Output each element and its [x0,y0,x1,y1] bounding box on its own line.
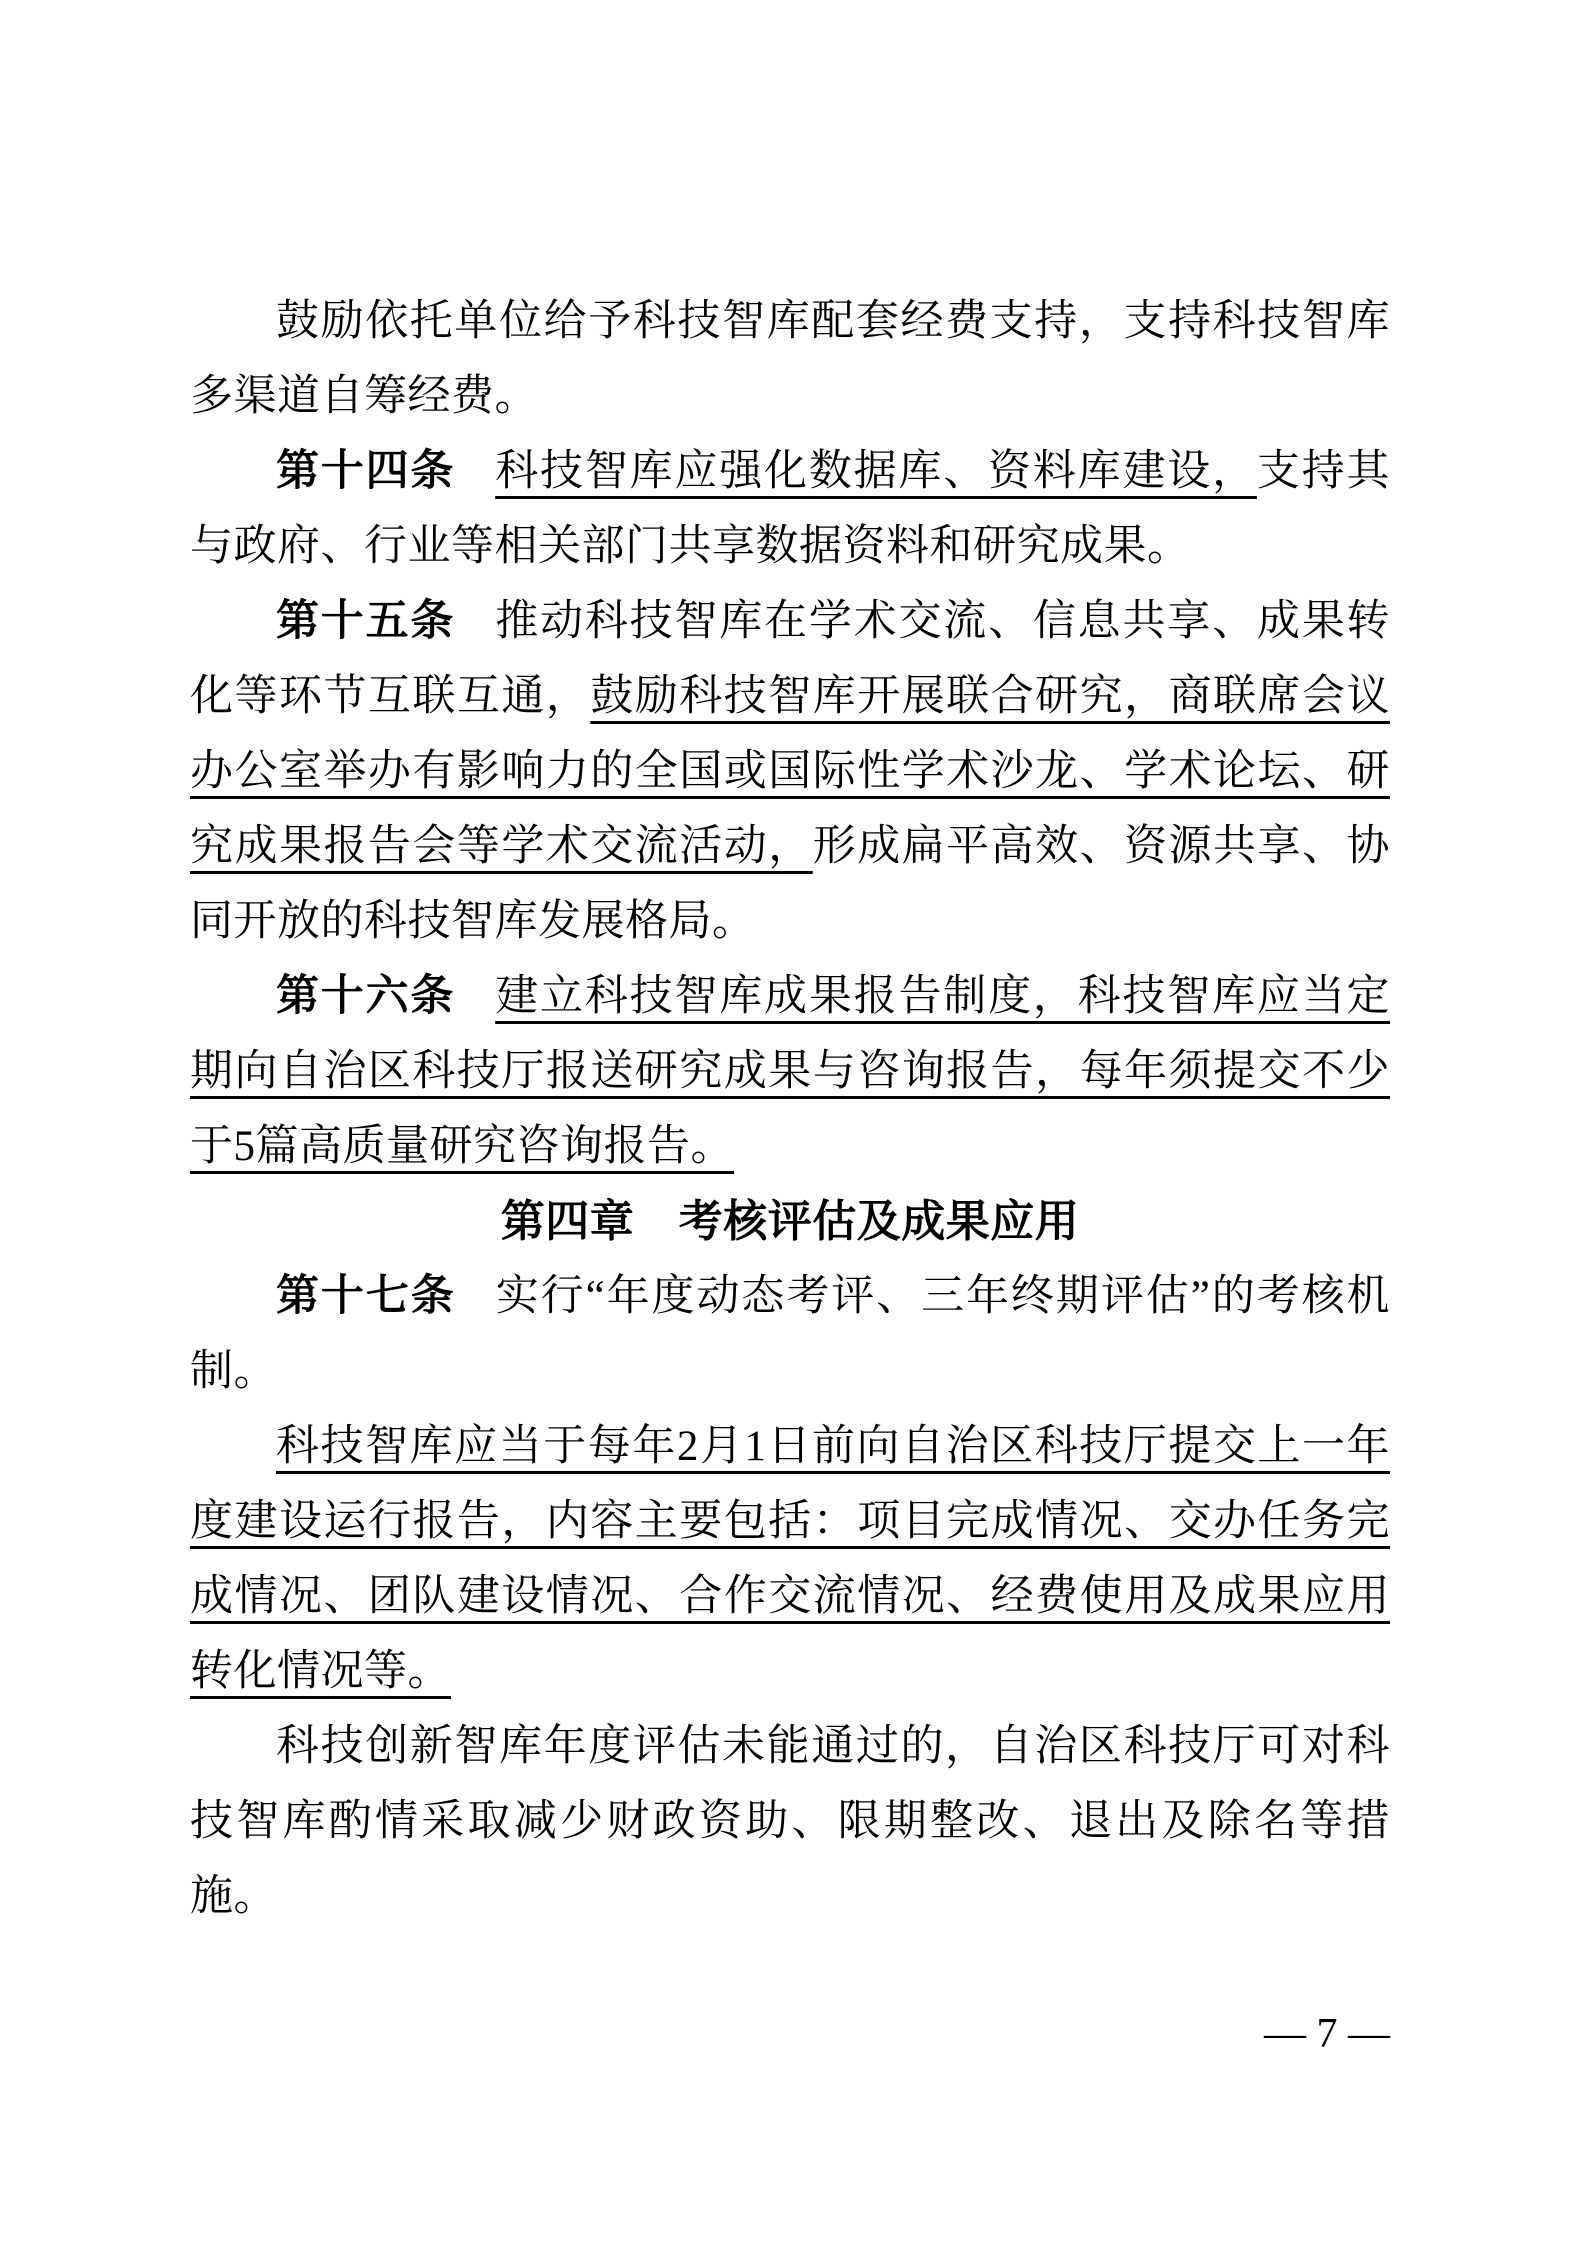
article-14-rest-text: 支持其与政府、行业等相关部门共享数据资料和研究成果。 [190,448,1391,570]
article-15-rest-text: 形成扁平高效、资源共享、协同开放的科技智库发展格局。 [190,823,1391,945]
paragraph-article-16 [190,959,1390,1184]
article-15-term: 第十五条 [276,597,456,645]
paragraph-text: 鼓励依托单位给予科技智库配套经费支持，支持科技智库多渠道自筹经费。 [190,298,1390,420]
article-16-term: 第十六条 [276,972,456,1020]
article-17-term: 第十七条 [276,1272,456,1320]
document-body [190,284,1390,1934]
chapter-4-heading: 第四章 考核评估及成果应用 [500,1197,1080,1246]
article-15-underlined-text: 鼓励科技智库开展联合研究，商联席会议办公室举办有影响力的全国或国际性学术沙龙、学术论坛、研究成果报告会等学术交流活动， [190,673,1391,870]
paragraph-article-14 [190,434,1390,584]
article-17-report-underlined-text: 科技智库应当于每年2月1日前向自治区科技厅提交上一年度建设运行报告，内容主要包括：项目完成情况、交办任务完成情况、团队建设情况、合作交流情况、经费使用及成果应用转化情况等。 [190,1423,1390,1695]
article-16-underlined-text: 建立科技智库成果报告制度，科技智库应当定期向自治区科技厅报送研究成果与咨询报告，每年须提交不少于5篇高质量研究咨询报告。 [190,973,1391,1170]
page-number: — 7 — [1264,2011,1390,2057]
paragraph-article-15 [190,584,1390,959]
article-14-underlined-text: 科技智库应强化数据库、资料库建设， [495,448,1257,495]
paragraph-article-17-penalty [190,1709,1390,1934]
paragraph-funding [190,284,1390,434]
paragraph-article-17-report [190,1409,1390,1709]
article-14-term: 第十四条 [276,447,456,495]
article-15-lead-text: 推动科技智库在学术交流、信息共享、成果转化等环节互联互通， [190,598,1391,720]
article-17-penalty-text: 科技创新智库年度评估未能通过的，自治区科技厅可对科技智库酌情采取减少财政资助、限期整改、退出及除名等措施。 [190,1723,1390,1920]
article-17-text: 实行“年度动态考评、三年终期评估”的考核机制。 [190,1273,1391,1395]
paragraph-article-17 [190,1259,1390,1409]
